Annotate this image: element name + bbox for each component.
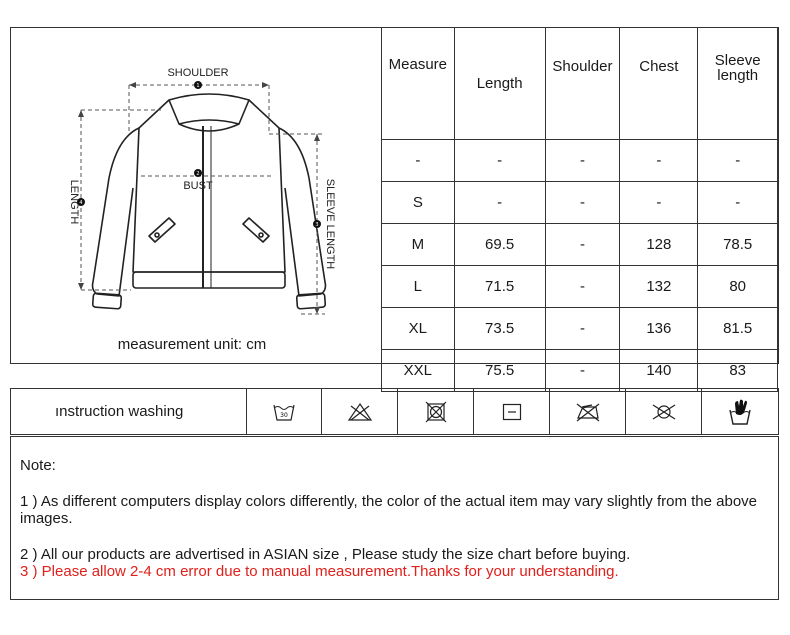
sleeve-cell: - <box>698 182 778 224</box>
sleeve-cell: 78.5 <box>698 224 778 266</box>
note-item: 2 ) All our products are advertised in ASIAN size , Please study the size chart before buying. <box>20 546 631 563</box>
sleeve-cell: 83 <box>698 350 778 392</box>
table-row <box>382 308 778 350</box>
svg-text:2: 2 <box>196 171 200 177</box>
no-iron-icon <box>574 401 602 423</box>
chest-cell: - <box>620 140 698 182</box>
shoulder-cell: - <box>545 266 620 308</box>
length-cell: - <box>454 140 545 182</box>
sleeve-length-label: SLEEVE LENGTH <box>324 178 336 270</box>
note-item-highlight: 3 ) Please allow 2-4 cm error due to manual measurement.Thanks for your understanding. <box>20 563 619 580</box>
shoulder-cell: - <box>545 308 620 350</box>
shoulder-cell: - <box>545 350 620 392</box>
table-row <box>382 224 778 266</box>
measurement-unit: measurement unit: cm <box>117 336 267 353</box>
notes-panel <box>10 436 779 600</box>
size-cell: M <box>382 224 455 266</box>
hand-wash-icon <box>727 398 753 426</box>
note-item: 1 ) As different computers display colors differently, the color of the actual item may vary slightly from the above images. <box>20 493 758 527</box>
length-cell: 73.5 <box>454 308 545 350</box>
size-cell: XL <box>382 308 455 350</box>
length-cell: - <box>454 182 545 224</box>
sleeve-cell: 80 <box>698 266 778 308</box>
no-tumble-dry-icon <box>425 401 447 423</box>
chest-cell: 140 <box>620 350 698 392</box>
svg-text:1: 1 <box>196 83 200 89</box>
length-cell: 71.5 <box>454 266 545 308</box>
table-row <box>382 266 778 308</box>
washing-title: ınstruction washing <box>11 389 247 434</box>
size-cell: - <box>382 140 455 182</box>
no-bleach-icon <box>347 402 373 422</box>
hand-wash-30-icon <box>272 401 296 423</box>
header-shoulder: Shoulder <box>545 28 620 140</box>
chest-cell: 136 <box>620 308 698 350</box>
length-cell: 69.5 <box>454 224 545 266</box>
svg-text:30: 30 <box>280 411 288 419</box>
dry-flat-icon <box>502 403 522 421</box>
header-measure: Measure <box>382 28 455 140</box>
washing-instructions <box>10 388 779 435</box>
svg-text:4: 4 <box>79 200 83 206</box>
size-cell: S <box>382 182 455 224</box>
size-table <box>381 27 778 392</box>
shoulder-label: SHOULDER <box>167 67 229 79</box>
note-title: Note: <box>20 457 56 474</box>
shoulder-cell: - <box>545 182 620 224</box>
sleeve-cell: - <box>698 140 778 182</box>
table-row <box>382 350 778 392</box>
header-sleeve-length: Sleeve length <box>698 28 778 140</box>
chest-cell: 128 <box>620 224 698 266</box>
size-cell: L <box>382 266 455 308</box>
length-label: LENGTH <box>68 179 80 225</box>
size-chart-panel <box>10 27 779 379</box>
jacket-illustration <box>11 28 383 328</box>
sleeve-cell: 81.5 <box>698 308 778 350</box>
chest-cell: 132 <box>620 266 698 308</box>
chest-cell: - <box>620 182 698 224</box>
length-cell: 75.5 <box>454 350 545 392</box>
jacket-diagram <box>11 28 383 363</box>
size-cell: XXL <box>382 350 455 392</box>
table-row <box>382 140 778 182</box>
size-table-header <box>382 28 778 140</box>
shoulder-cell: - <box>545 224 620 266</box>
header-length: Length <box>454 28 545 140</box>
no-dry-clean-icon <box>650 403 678 421</box>
shoulder-cell: - <box>545 140 620 182</box>
header-chest: Chest <box>620 28 698 140</box>
table-row <box>382 182 778 224</box>
svg-text:3: 3 <box>315 222 319 228</box>
bust-label: BUST <box>183 180 213 192</box>
